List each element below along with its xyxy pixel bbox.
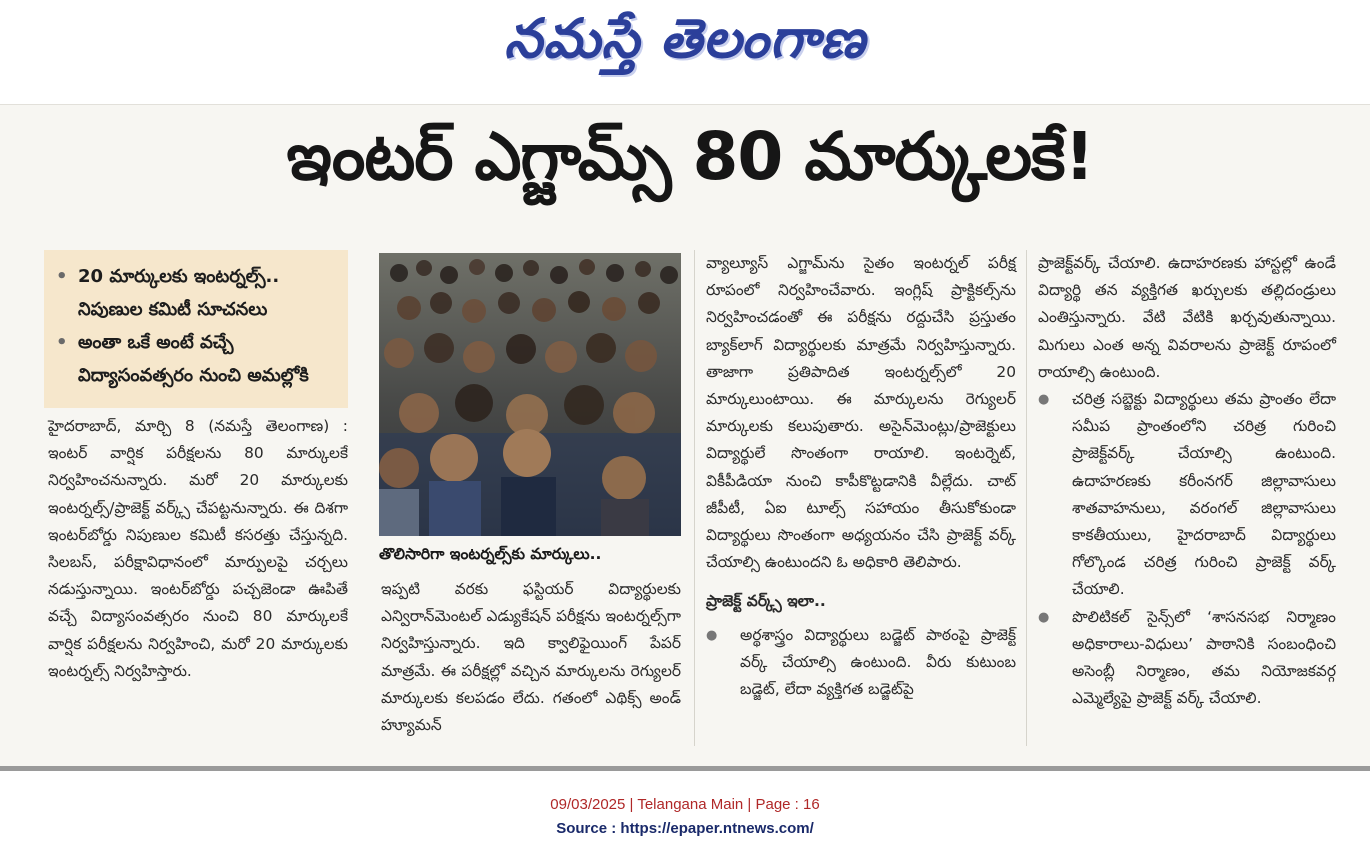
bullet-icon: ●	[1038, 392, 1050, 408]
newspaper-logo: నమస్తే తెలంగాణ	[504, 6, 866, 70]
edition-info: 09/03/2025 | Telangana Main | Page : 16	[550, 796, 820, 813]
column-text: వ్యాల్యూస్ ఎగ్జామ్‌ను సైతం ఇంటర్నల్ పరీక్ష రూపంలో నిర్వహించేవారు. ఇంగ్లిష్ ప్రాక్టికల్స్‌ను నిర్వహించడంతో ఈ పరీక్షను రద్దుచేసి ప్రస్తుతం బ్యాక్‌లాగ్ విద్యార్థులకు మాత్రమే నిర్వహిస్తున్నారు. తాజాగా ప్రతిపాదిత ఇంటర్నల్స్‌లో 20 మార్కులుంటాయి. ఈ మార్కులను రెగ్యులర్ మార్కులకు కలుపుతారు. అసైన్‌మెంట్లు/ప్రాజెక్టులు విద్యార్థులే సొంతంగా రాయాలి. ఇంటర్నెట్, వికీపీడియా నుంచి కాపీకొట్టడానికి వీల్లేదు. చాట్ జీపీటీ, ఏఐ టూల్స్ సహాయం తీసుకోకుండా విద్యార్థులు సొంతంగా అధ్యయనం చేసి ప్రాజెక్ట్ వర్క్ చేయాల్సి ఉంటుందని ఓ అధికారి తెలిపారు.	[706, 254, 1016, 572]
article-column-2	[381, 576, 681, 739]
highlight-item: • అంతా ఒకే అంటే వచ్చే విద్యాసంవత్సరం నుంచి అమల్లోకి	[56, 326, 340, 392]
subheading: ప్రాజెక్ట్ వర్క్స్ ఇలా..	[706, 592, 826, 611]
crowd-photo-image	[379, 253, 681, 536]
article-headline: ఇంటర్ ఎగ్జామ్స్ 80 మార్కులకే!	[286, 118, 1094, 195]
students-crowd-photo	[379, 253, 681, 536]
bullet-icon: •	[56, 332, 68, 353]
column-divider	[694, 250, 695, 746]
masthead	[0, 0, 1370, 100]
bullet-icon: ●	[1038, 609, 1050, 625]
highlights-box	[44, 250, 348, 408]
column-text: ప్రాజెక్ట్‌వర్క్ చేయాలి. ఉదాహరణకు హాస్టల్లో ఉండే విద్యార్థి తన వ్యక్తిగత ఖర్చులకు తల్లిదండ్రులు ఎంతిస్తున్నారు. వేటి వేటికి ఖర్చవుతున్నాయి. మిగులు ఎంత అన్న వివరాలను ప్రాజెక్ట్ రూపంలో రాయాల్సి ఉంటుంది.	[1038, 254, 1336, 381]
article-column-1	[48, 413, 348, 685]
article-column-4	[1038, 250, 1336, 712]
page-divider	[0, 766, 1370, 771]
column-text: ఇప్పటి వరకు ఫస్టియర్ విద్యార్థులకు ఎన్విరాన్‌మెంటల్ ఎడ్యుకేషన్ పరీక్షను ఇంటర్నల్స్‌గా నిర్వహిస్తున్నారు. ఇది క్వాలిఫైయింగ్ పేపర్ మాత్రమే. ఈ పరీక్షల్లో వచ్చిన మార్కులను రెగ్యులర్ మార్కులకు కలపడం లేదు. గతంలో ఎథిక్స్ అండ్ హ్యూమన్	[381, 580, 681, 735]
bullet-paragraph: ● అర్థశాస్త్రం విద్యార్థులు బడ్జెట్ పాఠంపై ప్రాజెక్ట్ వర్క్ చేయాల్సి ఉంటుంది. వీరు కుటుంబ బడ్జెట్, లేదా వ్యక్తిగత బడ్జెట్‌పై	[706, 622, 1016, 704]
source-link[interactable]: Source : https://epaper.ntnews.com/	[556, 820, 814, 837]
column-text: హైదరాబాద్, మార్చి 8 (నమస్తే తెలంగాణ) : ఇంటర్ వార్షిక పరీక్షలను 80 మార్కులకే నిర్వహించనున్నారు. మరో 20 మార్కులకు ఇంటర్నల్స్/ప్రాజెక్ట్ వర్క్స్ చేపట్టనున్నారు. ఈ దిశగా ఇంటర్‌బోర్డు నిపుణుల కమిటీ కసరత్తు చేస్తున్నది. సిలబస్, పరీక్షావిధానంలో మార్పులపై చర్చలు నడుస్తున్నాయి. ఇంటర్‌బోర్డు పచ్చజెండా ఊపితే వచ్చే విద్యాసంవత్సరం నుంచి 80 మార్కులకే వార్షిక పరీక్షలను నిర్వహించి, మరో 20 మార్కులకు ఇంటర్నల్స్ నిర్వహిస్తారు.	[48, 417, 348, 680]
bullet-paragraph: ● చరిత్ర సబ్జెక్టు విద్యార్థులు తమ ప్రాంతం లేదా సమీప ప్రాంతంలోని చరిత్ర గురించి ప్రాజెక్ట్‌వర్క్ చేయాల్సి ఉంటుంది. ఉదాహరణకు కరీంనగర్ జిల్లావాసులు శాతవాహనులు, వరంగల్ జిల్లావాసులు కాకతీయులు, హైదరాబాద్ విద్యార్థులు గోల్కొండ చరిత్ర గురించి ప్రాజెక్ట్ వర్క్ చేయాలి.	[1038, 386, 1336, 604]
page-footer	[0, 793, 1370, 841]
article-column-3	[706, 250, 1016, 703]
photo-caption: తొలిసారిగా ఇంటర్నల్స్‌కు మార్కులు..	[379, 545, 602, 563]
bullet-paragraph: ● పొలిటికల్ సైన్స్‌లో ‘శాసనసభ నిర్మాణం అధికారాలు-విధులు’ పాఠానికి సంబంధించి అసెంబ్లీ నిర్మాణం, తమ నియోజకవర్గ ఎమ్మెల్యేపై ప్రాజెక్ట్ వర్క్ చేయాలి.	[1038, 604, 1336, 713]
highlight-item: • 20 మార్కులకు ఇంటర్నల్స్.. నిపుణుల కమిటీ సూచనలు	[56, 260, 340, 326]
column-divider	[1026, 250, 1027, 746]
bullet-icon: •	[56, 266, 68, 287]
bullet-icon: ●	[706, 627, 718, 643]
